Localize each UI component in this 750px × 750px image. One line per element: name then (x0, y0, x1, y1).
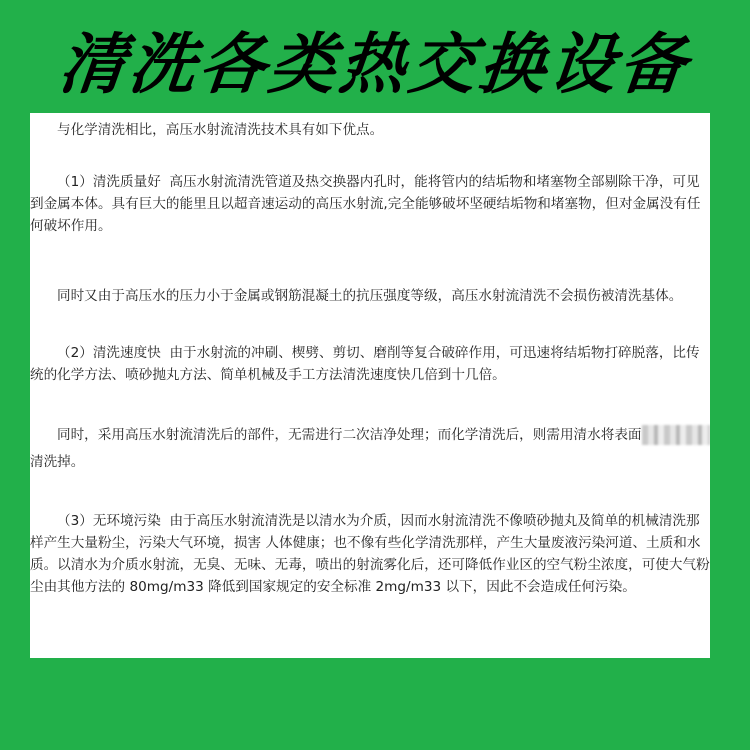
intro-paragraph (30, 119, 710, 141)
advantage-1-text: （1）清洗质量好 高压水射流清洗管道及热交换器内孔时，能将管内的结垢物和堵塞物全部剔除干净，可见到金属本体。具有巨大的能里且以超音速运动的高压水射流,完全能够破坏坚硬结垢物和堵塞物，但对金属没有任何破坏作用。 (30, 174, 701, 234)
advantage-1-paragraph (30, 171, 710, 237)
intro-text: 与化学清洗相比，高压水射流清洗技术具有如下优点。 (57, 122, 384, 138)
advantage-1-note-paragraph (30, 285, 710, 307)
advantage-2-note-continuation (30, 451, 710, 473)
banner-title: 清洗各类热交换设备 (55, 24, 694, 103)
advantage-2-paragraph (30, 342, 710, 386)
advantage-1-note-text: 同时又由于高压水的压力小于金属或钢筋混凝土的抗压强度等级，高压水射流清洗不会损伤被清洗基体。 (57, 288, 683, 304)
bottom-green-band (0, 658, 750, 750)
advantage-2-note-paragraph (30, 424, 710, 446)
document-panel (30, 113, 710, 658)
advantage-2-note-text-1: 同时，采用高压水射流清洗后的部件，无需进行二次洁净处理；而化学清洗后，则需用清水将表面 (57, 427, 642, 443)
blurred-text-patch (642, 425, 710, 445)
advantage-2-note-text-2: 清洗掉。 (30, 454, 85, 470)
advantage-3-paragraph (30, 510, 710, 598)
advantage-2-text: （2）清洗速度快 由于水射流的冲刷、楔劈、剪切、磨削等复合破碎作用，可迅速将结垢物打碎脱落，比传统的化学方法、喷砂抛丸方法、简单机械及手工方法清洗速度快几倍到十几倍。 (30, 345, 700, 383)
advantage-3-text: （3）无环境污染 由于高压水射流清洗是以清水为介质，因而水射流清洗不像喷砂抛丸及简单的机械清洗那样产生大量粉尘，污染大气环境，损害 人体健康；也不像有些化学清洗那样，产生大量废液污染河道、土质和水质。以清水为介质水射流，无臭、无味、无毒，喷出的射流雾化后，还可降低作业区的空气粉尘浓度，可使大气粉尘由其他方法的 80mg/m33 降低到国家规定的安全标准 2mg/m33 以下，因此不会造成任何污染。 (30, 513, 710, 595)
